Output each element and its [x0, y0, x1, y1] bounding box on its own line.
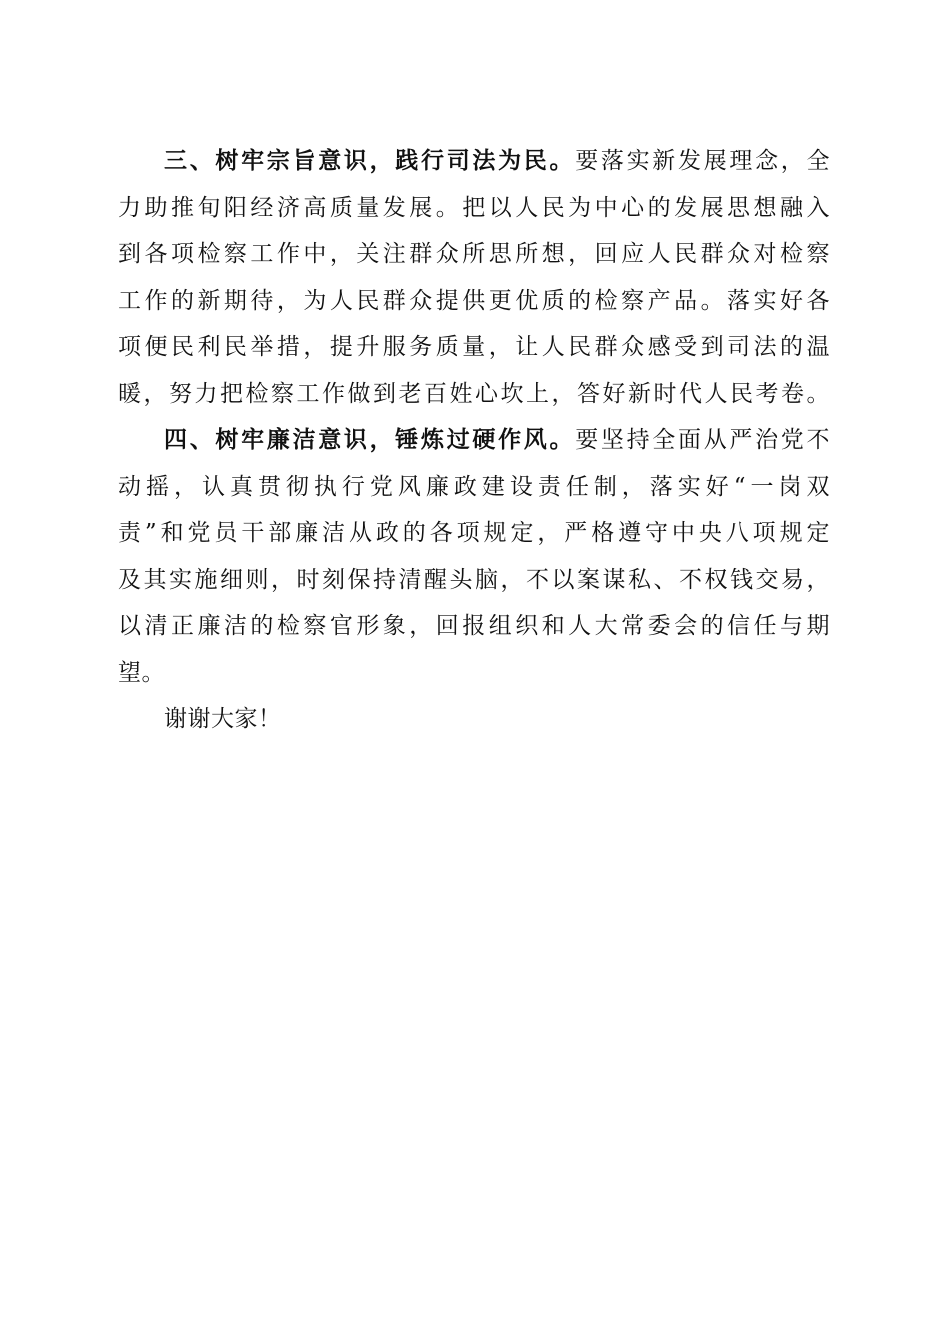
paragraph-line: 动摇，认真贯彻执行党风廉政建设责任制，落实好“一岗双: [118, 473, 830, 500]
paragraph-line: 到各项检察工作中，关注群众所思所想，回应人民群众对检察: [118, 241, 830, 267]
paragraph-line: [118, 138, 830, 185]
closing-remark: 谢谢大家！: [164, 706, 282, 732]
paragraph-line: 以清正廉洁的检察官形象，回报组织和人大常委会的信任与期: [118, 613, 830, 639]
paragraph-line: 力助推旬阳经济高质量发展。把以人民为中心的发展思想融入: [118, 194, 830, 221]
paragraph-line: 项便民利民举措，提升服务质量，让人民群众感受到司法的温: [118, 334, 830, 360]
paragraph-text: 要落实新发展理念，全: [575, 148, 831, 174]
paragraph-line: 工作的新期待，为人民群众提供更优质的检察产品。落实好各: [118, 287, 830, 314]
paragraph-line: 望。: [118, 659, 165, 686]
section-heading: 三、树牢宗旨意识，践行司法为民。: [164, 148, 576, 174]
paragraph-line: 责”和党员干部廉洁从政的各项规定，严格遵守中央八项规定: [118, 520, 830, 546]
paragraph-line: 暖，努力把检察工作做到老百姓心坎上，答好新时代人民考卷。: [118, 380, 830, 407]
paragraph-text: 要坚持全面从严治党不: [575, 427, 831, 453]
paragraph-line: [118, 417, 830, 464]
document-body: [118, 138, 830, 743]
paragraph-line: 及其实施细则，时刻保持清醒头脑，不以案谋私、不权钱交易，: [118, 566, 830, 593]
section-heading: 四、树牢廉洁意识，锤炼过硬作风。: [164, 427, 576, 453]
